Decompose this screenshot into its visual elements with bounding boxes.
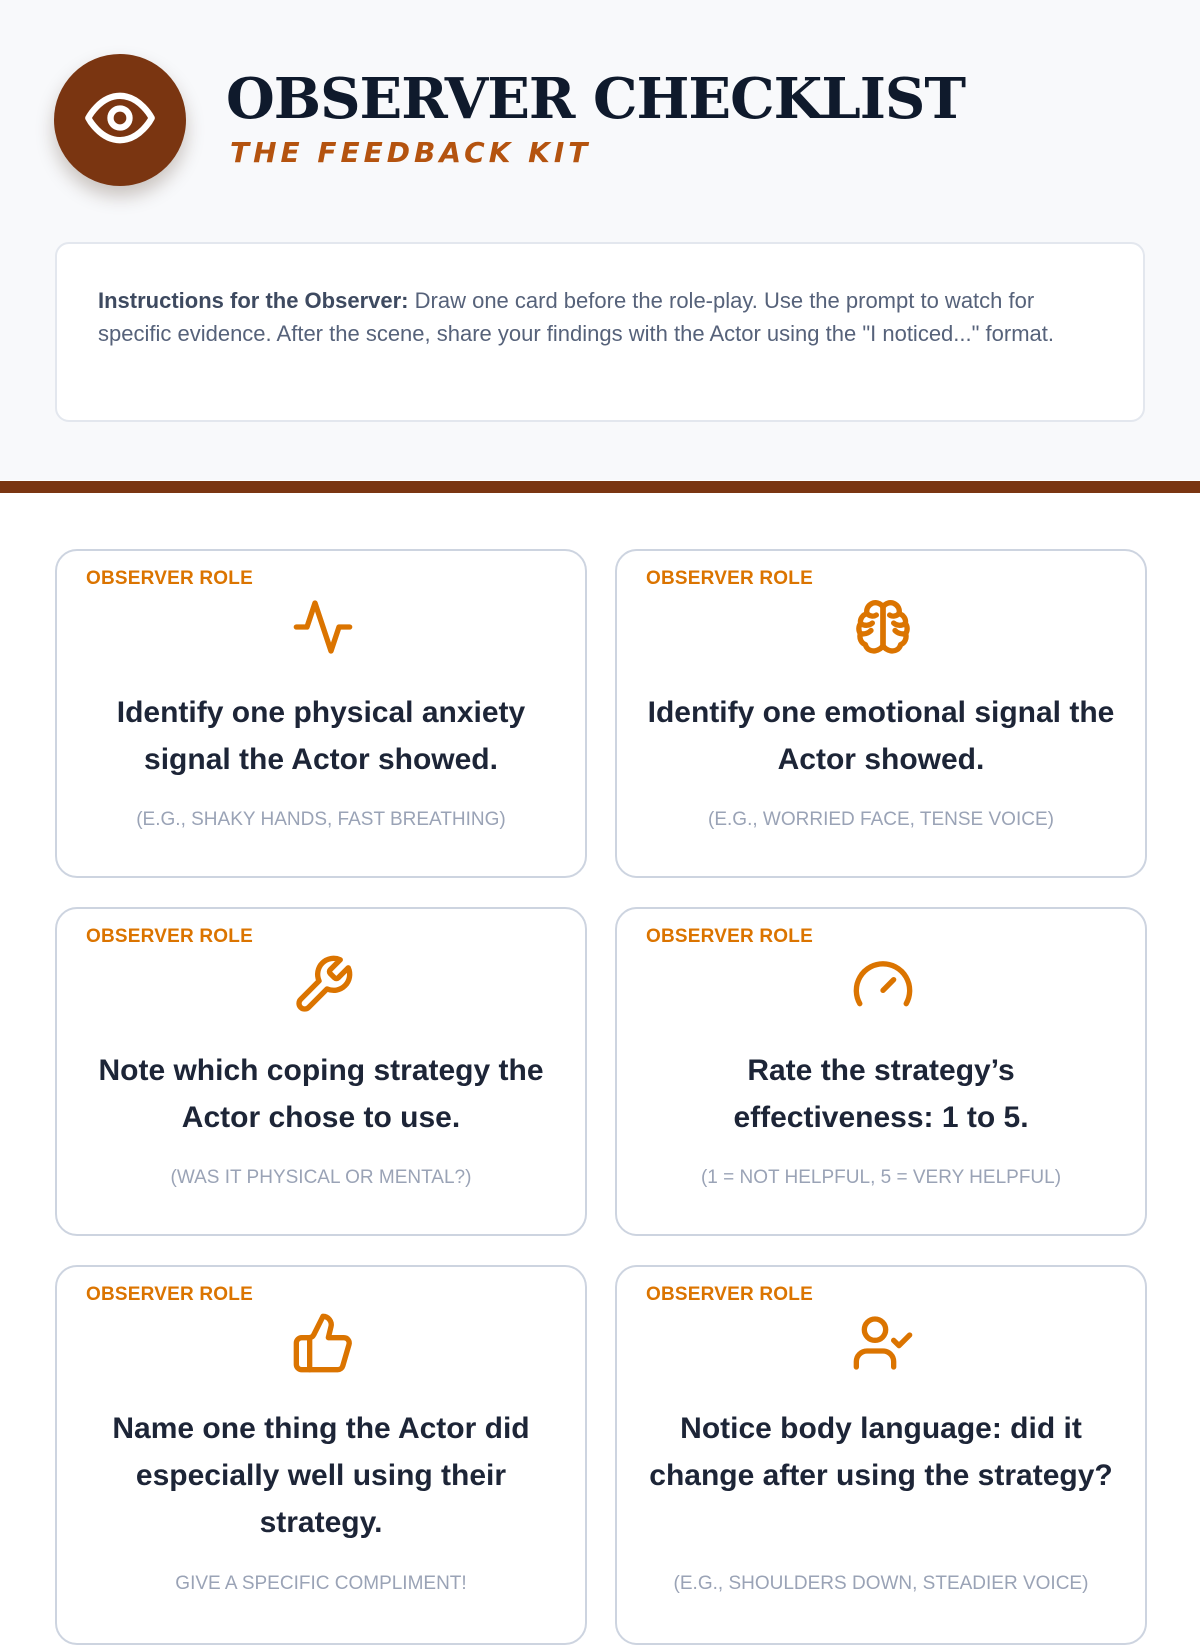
pulse-icon: [291, 595, 355, 659]
card-hint: (1 = NOT HELPFUL, 5 = VERY HELPFUL): [700, 1167, 1062, 1188]
instructions-text: Draw one card before the role-play. Use the prompt to watch for specific evidence. After the scene, share your findings with the Actor using the "I noticed..." format.: [98, 288, 1055, 346]
card-hint: (E.G., WORRIED FACE, TENSE VOICE): [708, 809, 1054, 830]
page-header: [0, 0, 1200, 480]
observer-card-rate-strategy[interactable]: [615, 907, 1147, 1236]
page-subtitle: THE FEEDBACK KIT: [230, 136, 592, 169]
card-prompt: Note which coping strategy the Actor chose to use.: [98, 1054, 544, 1134]
brain-icon: [851, 595, 915, 659]
card-prompt: Identify one physical anxiety signal the Actor showed.: [116, 696, 526, 776]
instructions-lead: Instructions for the Observer:: [98, 288, 409, 313]
card-hint: (E.G., SHAKY HANDS, FAST BREATHING): [136, 809, 506, 830]
card-hint: (E.G., SHOULDERS DOWN, STEADIER VOICE): [673, 1573, 1089, 1594]
observer-card-emotional-signal[interactable]: [615, 549, 1147, 878]
observer-card-body-language[interactable]: [615, 1265, 1147, 1645]
observer-card-physical-signal[interactable]: [55, 549, 587, 878]
wrench-icon: [291, 953, 355, 1017]
card-role-label: OBSERVER ROLE: [646, 1284, 813, 1305]
thumbs-up-icon: [291, 1311, 355, 1375]
card-prompt: Notice body language: did it change after using the strategy?: [649, 1412, 1113, 1492]
card-hint: GIVE A SPECIFIC COMPLIMENT!: [175, 1573, 467, 1594]
card-prompt: Identify one emotional signal the Actor showed.: [647, 696, 1115, 776]
section-divider: [0, 481, 1200, 493]
card-hint: (WAS IT PHYSICAL OR MENTAL?): [170, 1167, 472, 1188]
gauge-icon: [851, 953, 915, 1017]
user-check-icon: [851, 1311, 915, 1375]
card-role-label: OBSERVER ROLE: [86, 1284, 253, 1305]
card-prompt: Name one thing the Actor did especially well using their strategy.: [112, 1412, 530, 1539]
eye-icon: [82, 80, 158, 161]
card-role-label: OBSERVER ROLE: [86, 926, 253, 947]
observer-card-coping-strategy[interactable]: [55, 907, 587, 1236]
observer-card-compliment[interactable]: [55, 1265, 587, 1645]
instructions-box: [55, 242, 1145, 422]
page-title: OBSERVER CHECKLIST: [226, 66, 966, 132]
card-prompt: Rate the strategy’s effectiveness: 1 to 5.: [733, 1054, 1029, 1134]
card-role-label: OBSERVER ROLE: [646, 926, 813, 947]
card-role-label: OBSERVER ROLE: [86, 568, 253, 589]
eye-logo: [54, 54, 186, 186]
card-role-label: OBSERVER ROLE: [646, 568, 813, 589]
